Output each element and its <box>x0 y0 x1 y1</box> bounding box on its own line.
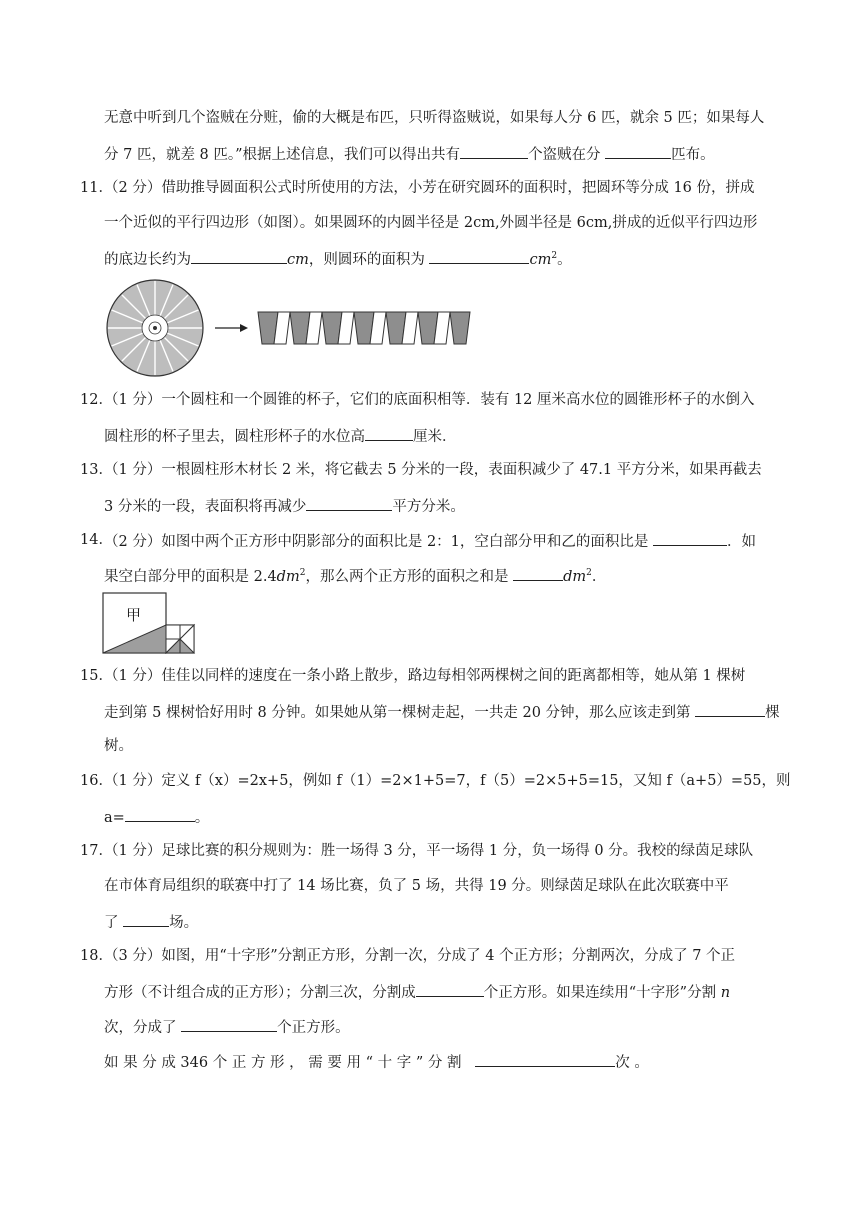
q18-line4: 如 果 分 成 346 个 正 方 形 ， 需 要 用 “ 十 字 ” 分 割 次 。 <box>104 1051 649 1073</box>
parallelogram-strips-icon <box>258 312 470 344</box>
q13-line2: 3 分米的一段，表面积将再减少 平方分米。 <box>104 495 465 517</box>
q12-line2: 圆柱形的杯子里去，圆柱形杯子的水位高 厘米． <box>104 425 457 447</box>
q15-line3: 树。 <box>104 738 133 754</box>
q13-line1: （1 分）一根圆柱形木材长 2 米，将它截去 5 分米的一段，表面积减少了 47.1 平方分米，如果再截去 <box>104 462 762 478</box>
annulus-icon <box>107 280 203 376</box>
q18-line3: 次，分成了 个正方形。 <box>104 1016 350 1038</box>
q11-number: 11． <box>80 180 113 196</box>
q17-line3: 了 场。 <box>104 911 198 933</box>
q17-number: 17． <box>80 843 113 859</box>
q13-blank[interactable] <box>306 495 392 511</box>
q10-blank-2[interactable] <box>605 143 671 159</box>
q17-line2: 在市体育局组织的联赛中打了 14 场比赛，负了 5 场，共得 19 分。则绿茵足球队在此次联赛中平 <box>104 878 729 894</box>
q11-blank-2[interactable] <box>429 248 529 264</box>
q16-line2: a= 。 <box>104 806 209 828</box>
q16-number: 16． <box>80 773 113 789</box>
q18-blank-3[interactable] <box>475 1051 615 1067</box>
q14-blank-1[interactable] <box>653 530 727 546</box>
q11-blank-1[interactable] <box>191 248 287 264</box>
q12-blank[interactable] <box>365 425 413 441</box>
q15-line2: 走到第 5 棵树恰好用时 8 分钟。如果她从第一棵树走起，一共走 20 分钟，那么应该走到第 棵 <box>104 701 780 723</box>
q17-blank[interactable] <box>123 911 169 927</box>
q14-figure-label: 甲 <box>126 606 142 624</box>
q16-blank[interactable] <box>125 806 195 822</box>
q14-blank-2[interactable] <box>513 565 563 581</box>
q13-number: 13． <box>80 462 113 478</box>
q16-line1: （1 分）定义 f（x）=2x+5，例如 f（1）=2×1+5=7，f（5）=2×5+5=15，又知 f（a+5）=55，则 <box>104 773 791 789</box>
q18-blank-1[interactable] <box>416 981 484 997</box>
q10-line2: 分 7 匹，就差 8 匹。”根据上述信息，我们可以得出共有 个盗贼在分 匹布。 <box>104 143 715 165</box>
q18-line1: （3 分）如图，用“十字形”分割正方形，分割一次，分成了 4 个正方形；分割两次，分成了 7 个正 <box>104 948 736 964</box>
annulus-figure <box>100 278 490 378</box>
q10-line1: 无意中听到几个盗贼在分赃，偷的大概是布匹，只听得盗贼说，如果每人分 6 匹，就余 5 匹；如果每人 <box>104 110 765 126</box>
q15-number: 15． <box>80 668 113 684</box>
arrow-icon <box>215 324 248 332</box>
q14-line2: 果空白部分甲的面积是 $2.4dm^2$，那么两个正方形的面积之和是 $dm^2$． <box>104 565 606 587</box>
q15-line1: （1 分）佳佳以同样的速度在一条小路上散步，路边每相邻两棵树之间的距离都相等，她从第 1 棵树 <box>104 668 746 684</box>
q12-number: 12． <box>80 392 113 408</box>
q14-number: 14． <box>80 532 113 548</box>
q18-number: 18． <box>80 948 113 964</box>
q15-blank[interactable] <box>695 701 765 717</box>
q10-blank-1[interactable] <box>460 143 528 159</box>
q14-line1: （2 分）如图中两个正方形中阴影部分的面积比是 2：1，空白部分甲和乙的面积比是 ．如 <box>104 530 756 552</box>
q18-blank-2[interactable] <box>181 1016 277 1032</box>
q11-line2: 一个近似的平行四边形（如图）。如果圆环的内圆半径是 2cm,外圆半径是 6cm,拼成的近似平行四边形 <box>104 215 758 231</box>
squares-figure <box>102 592 198 654</box>
q11-line3: 的底边长约为 cm，则圆环的面积为 $cm^2$。 <box>104 248 572 270</box>
q17-line1: （1 分）足球比赛的积分规则为：胜一场得 3 分，平一场得 1 分，负一场得 0 分。我校的绿茵足球队 <box>104 843 754 859</box>
q18-line2: 方形（不计组合成的正方形）；分割三次，分割成 个正方形。如果连续用“十字形”分割 n <box>104 981 730 1003</box>
q11-line1: （2 分）借助推导圆面积公式时所使用的方法，小芳在研究圆环的面积时，把圆环等分成 16 份，拼成 <box>104 180 755 196</box>
q12-line1: （1 分）一个圆柱和一个圆锥的杯子，它们的底面积相等．装有 12 厘米高水位的圆锥形杯子的水倒入 <box>104 392 755 408</box>
